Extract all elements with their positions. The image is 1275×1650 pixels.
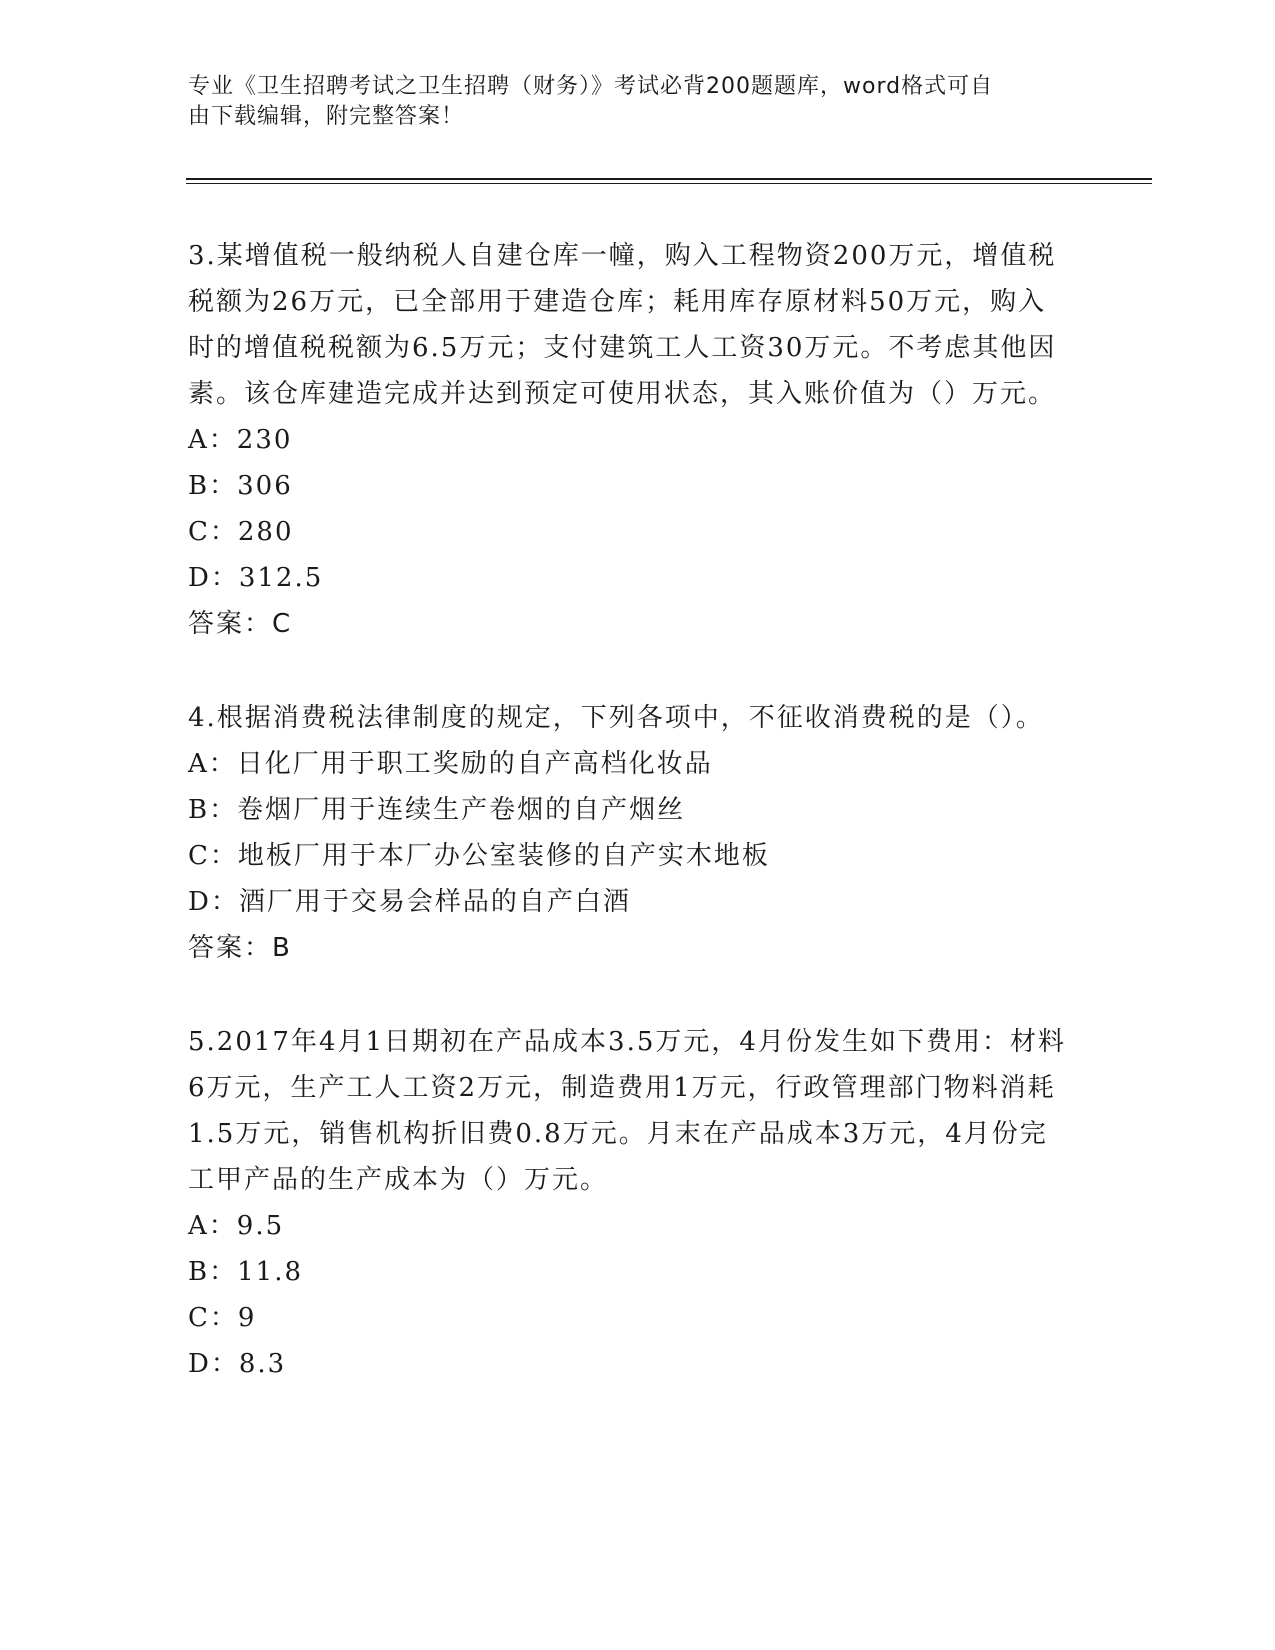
option-b: B：卷烟厂用于连续生产卷烟的自产烟丝 <box>188 795 686 825</box>
option-a: A：日化厂用于职工奖励的自产高档化妆品 <box>188 749 713 779</box>
option-c: C：280 <box>188 517 294 547</box>
question-stem: 3.某增值税一般纳税人自建仓库一幢，购入工程物资200万元，增值税税额为26万元，已全部用于建造仓库；耗用库存原材料50万元，购入时的增值税税额为6.5万元；支付建筑工人工资30万元。不考虑其他因素。该仓库建造完成并达到预定可使用状态，其入账价值为（）万元。 <box>188 241 1057 409</box>
option-b: B：11.8 <box>188 1257 303 1287</box>
option-d: D：8.3 <box>188 1349 287 1379</box>
option-c: C：地板厂用于本厂办公室装修的自产实木地板 <box>188 841 770 871</box>
question-5 <box>188 1019 1068 1387</box>
question-4 <box>188 695 1068 971</box>
option-c: C：9 <box>188 1303 257 1333</box>
option-b: B：306 <box>188 471 293 501</box>
header-line-2: 由下载编辑，附完整答案！ <box>188 104 465 129</box>
header-divider <box>186 178 1152 184</box>
answer-line: 答案：B <box>188 933 292 963</box>
question-stem: 4.根据消费税法律制度的规定，下列各项中，不征收消费税的是（）。 <box>188 703 1044 733</box>
question-list <box>188 233 1068 1435</box>
answer-line: 答案：C <box>188 609 293 639</box>
document-header <box>188 72 1068 132</box>
question-stem: 5.2017年4月1日期初在产品成本3.5万元，4月份发生如下费用：材料6万元，生产工人工资2万元，制造费用1万元，行政管理部门物料消耗1.5万元，销售机构折旧费0.8万元。月末在产品成本3万元，4月份完工甲产品的生产成本为（）万元。 <box>188 1027 1066 1195</box>
header-line-1: 专业《卫生招聘考试之卫生招聘（财务）》考试必背200题题库，word格式可自 <box>188 74 994 99</box>
option-d: D：312.5 <box>188 563 324 593</box>
option-d: D：酒厂用于交易会样品的自产白酒 <box>188 887 631 917</box>
option-a: A：230 <box>188 425 293 455</box>
question-3 <box>188 233 1068 647</box>
option-a: A：9.5 <box>188 1211 285 1241</box>
